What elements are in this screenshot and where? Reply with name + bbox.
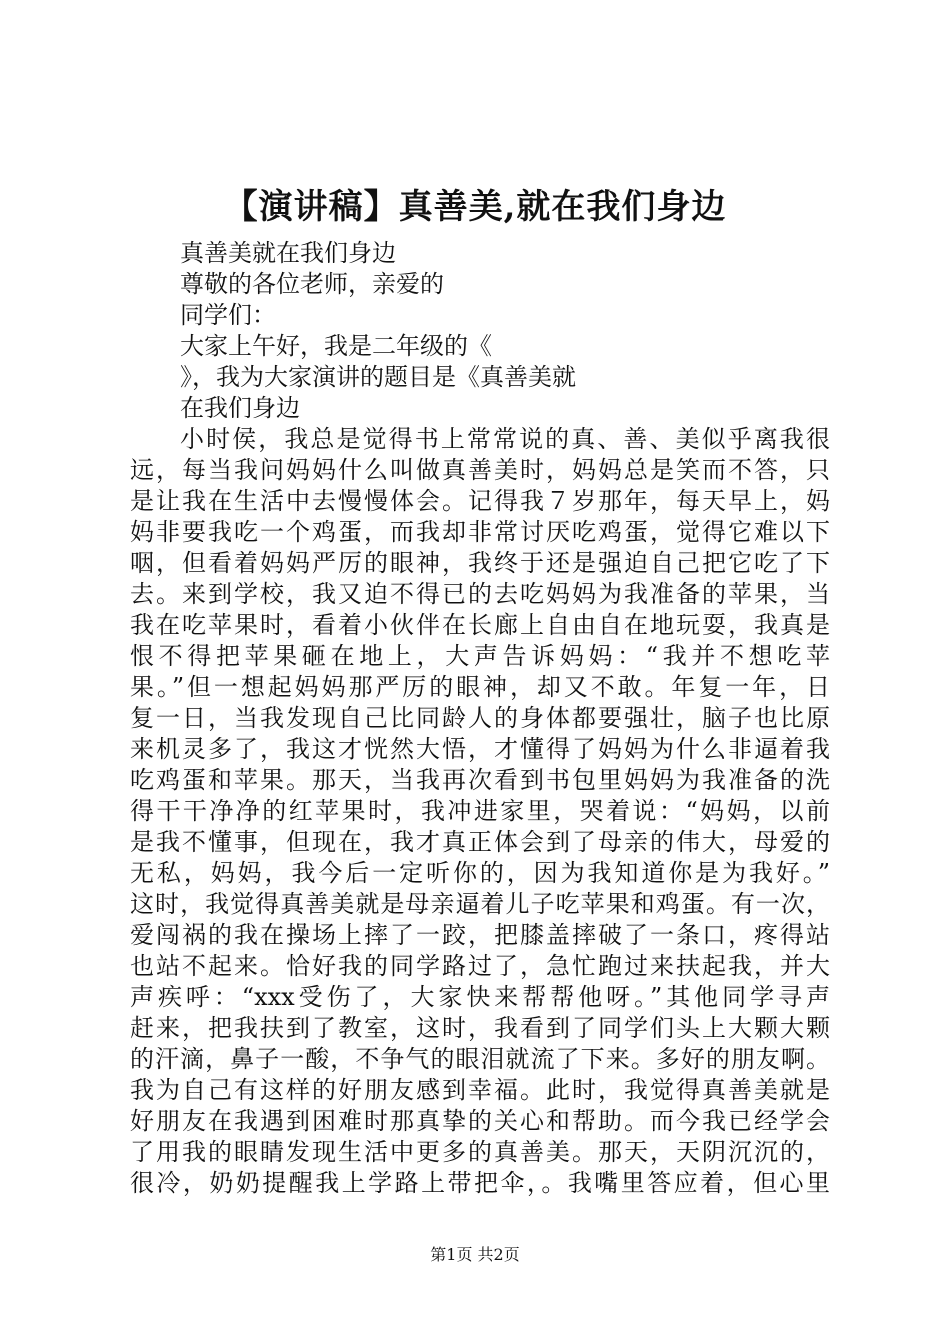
paragraph-line: 我在吃苹果时，看着小伙伴在长廊上自由自在地玩耍，我真是 — [130, 611, 830, 639]
paragraph-line: 恨不得把苹果砸在地上，大声告诉妈妈：“我并不想吃苹 — [130, 642, 830, 670]
paragraph-line: 爱闯祸的我在操场上摔了一跤，把膝盖摔破了一条口，疼得站 — [130, 921, 830, 949]
intro-line: 在我们身边 — [180, 394, 300, 422]
paragraph-line: 也站不起来。恰好我的同学路过了，急忙跑过来扶起我，并大 — [130, 952, 830, 980]
speech-paragraph — [130, 424, 830, 1199]
paragraph-line: 小时侯，我总是觉得书上常常说的真、善、美似乎离我很 — [180, 425, 830, 453]
paragraph-line: 声疾呼：“xxx受伤了，大家快来帮帮他呀。”其他同学寻声 — [130, 983, 830, 1011]
paragraph-line: 远，每当我问妈妈什么叫做真善美时，妈妈总是笑而不答，只 — [130, 456, 830, 484]
document-title: 【演讲稿】真善美,就在我们身边 — [223, 187, 727, 227]
paragraph-line: 赶来，把我扶到了教室，这时，我看到了同学们头上大颗大颗 — [130, 1014, 830, 1042]
paragraph-line: 了用我的眼睛发现生活中更多的真善美。那天，天阴沉沉的， — [130, 1138, 830, 1166]
page-footer: 第1页 共2页 — [430, 1245, 520, 1264]
paragraph-line: 这时，我觉得真善美就是母亲逼着儿子吃苹果和鸡蛋。有一次， — [130, 890, 830, 918]
paragraph-line: 很冷，奶奶提醒我上学路上带把伞，。我嘴里答应着，但心里 — [130, 1169, 830, 1197]
paragraph-line: 的汗滴，鼻子一酸，不争气的眼泪就流了下来。多好的朋友啊。 — [130, 1045, 830, 1073]
intro-line: 大家上午好，我是二年级的《 — [180, 332, 492, 360]
paragraph-line: 无私，妈妈，我今后一定听你的，因为我知道你是为我好。” — [130, 859, 830, 887]
paragraph-line: 是我不懂事，但现在，我才真正体会到了母亲的伟大，母爱的 — [130, 828, 830, 856]
paragraph-line: 得干干净净的红苹果时，我冲进家里，哭着说：“妈妈，以前 — [130, 797, 830, 825]
intro-line: 真善美就在我们身边 — [180, 239, 396, 267]
intro-lines — [180, 238, 880, 424]
paragraph-line: 果。”但一想起妈妈那严厉的眼神，却又不敢。年复一年，日 — [130, 673, 830, 701]
paragraph-line: 吃鸡蛋和苹果。那天，当我再次看到书包里妈妈为我准备的洗 — [130, 766, 830, 794]
paragraph-line: 妈非要我吃一个鸡蛋，而我却非常讨厌吃鸡蛋，觉得它难以下 — [130, 518, 830, 546]
intro-line: 》，我为大家演讲的题目是《真善美就 — [180, 363, 576, 391]
paragraph-line: 好朋友在我遇到困难时那真挚的关心和帮助。而今我已经学会 — [130, 1107, 830, 1135]
paragraph-line: 去。来到学校，我又迫不得已的去吃妈妈为我准备的苹果，当 — [130, 580, 830, 608]
paragraph-line: 是让我在生活中去慢慢体会。记得我７岁那年，每天早上，妈 — [130, 487, 830, 515]
intro-line: 尊敬的各位老师，亲爱的 — [180, 270, 444, 298]
paragraph-line: 我为自己有这样的好朋友感到幸福。此时，我觉得真善美就是 — [130, 1076, 830, 1104]
paragraph-line: 复一日，当我发现自己比同龄人的身体都要强壮，脑子也比原 — [130, 704, 830, 732]
paragraph-line: 来机灵多了，我这才恍然大悟，才懂得了妈妈为什么非逼着我 — [130, 735, 830, 763]
intro-line: 同学们： — [180, 301, 276, 329]
paragraph-line: 咽，但看着妈妈严厉的眼神，我终于还是强迫自己把它吃了下 — [130, 549, 830, 577]
